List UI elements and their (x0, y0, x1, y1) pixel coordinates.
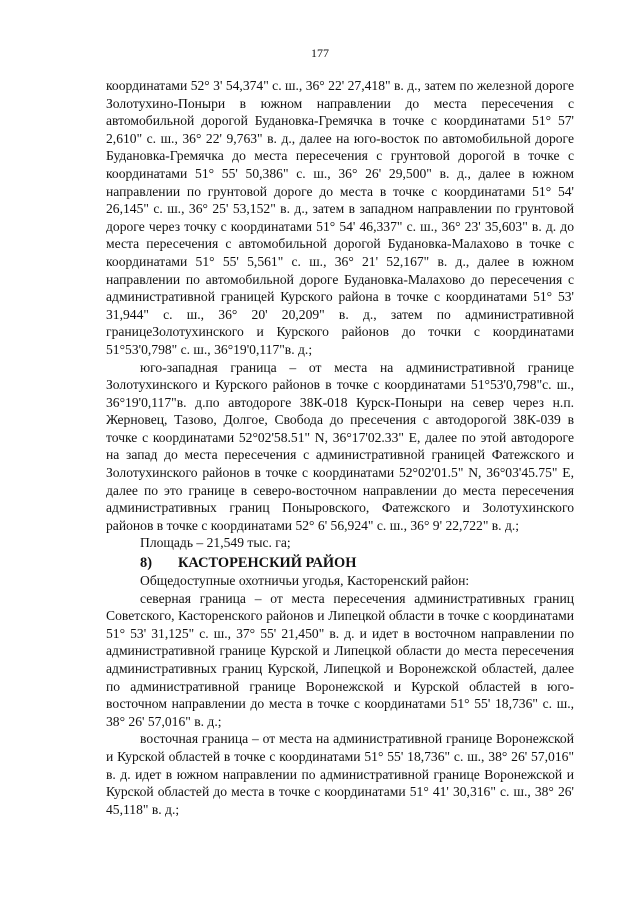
document-body (106, 77, 574, 818)
paragraph-east-border: восточная граница – от места на административной границе Воронежской и Курской областей в точке с координатами 51° 55' 18,736" с. ш., 38° 26' 57,016" в. д. идет в южном направлении по административной границе Воронежской и Курской областей до места в точке с координатами 51° 41' 30,316" с. ш., 38° 26' 45,118" в. д.; (106, 731, 574, 817)
paragraph-hunting-grounds: Общедоступные охотничьи угодья, Касторенский район: (140, 573, 470, 589)
section-title: КАСТОРЕНСКИЙ РАЙОН (178, 555, 357, 572)
paragraph-area: Площадь – 21,549 тыс. га; (140, 535, 291, 551)
section-number: 8) (140, 555, 152, 572)
section-heading (106, 554, 574, 572)
paragraph-north-border: северная граница – от места пересечения административных границ Советского, Касторенского районов и Липецкой области в точке с координатами 51° 53' 31,125" с. ш., 37° 55' 21,450" в. д. и идет в восточном направлении по административной границе Курской и Липецкой области до места пересечения административных границ Курской, Липецкой и Воронежской областей, далее по административной границе Воронежской и Курской областей в юго-восточном направлении до места в точке с координатами 51° 55' 18,736" с. ш., 38° 26' 57,016" в. д.; (106, 590, 574, 729)
paragraph-boundary-continuation: координатами 52° 3' 54,374" с. ш., 36° 22' 27,418" в. д., затем по железной дороге Золотухино-Поныри в южном направлении до места пересечения с автомобильной дорогой Будановка-Гремячка в точке с координатами 51° 57' 2,610" с. ш., 36° 22' 9,763" в. д., далее на юго-восток по автомобильной дороге Будановка-Гремячка до места пересечения с грунтовой дорогой в точке с координатами 51° 55' 50,386" с. ш., 36° 26' 29,500" в. д., далее в южном направлении по грунтовой дороге до места в точке с координатами 51° 54' 26,145" с. ш., 36° 25' 53,152" в. д., затем в западном направлении по грунтовой дороге через точку с координатами 51° 54' 46,337" с. ш., 36° 23' 35,603" в. д. до места пересечения с автомобильной дорогой Будановка-Малахово в точке с координатами 51° 55' 5,561" с. ш., 36° 21' 52,167" в. д., далее в южном направлении по автомобильной дороге Будановка-Малахово до пересечения с административной границей Курского района в точке с координатами 51° 53' 31,944" с. ш., 36° 20' 20,209" в. д., затем по административной границеЗолотухинского и Курского районов до точки с координатами 51°53'0,798" с. ш., 36°19'0,117"в. д.; (106, 78, 574, 357)
page-number: 177 (311, 46, 329, 60)
paragraph-southwest-border: юго-западная граница – от места на административной границе Золотухинского и Курского районов в точке с координатами 51°53'0,798"с. ш., 36°19'0,117"в. д.по автодороге 38К-018 Курск-Поныри на север через н.п. Жерновец, Тазово, Долгое, Свобода до пресечения с автодорогой 38К-039 в точке с координатами 52°02'58.51" N, 36°17'02.33" E, далее по этой автодороге на запад до места пересечения с административной границей Фатежского и Золотухинского районов в точке с координатами 52°02'01.5" N, 36°03'45.75" E, далее по это границе в северо-восточном направлении до места пересечения административных границ Поныровского, Фатежского и Золотухинского районов в точке с координатами 52° 6' 56,924" с. ш., 36° 9' 22,722" в. д.; (106, 359, 574, 533)
